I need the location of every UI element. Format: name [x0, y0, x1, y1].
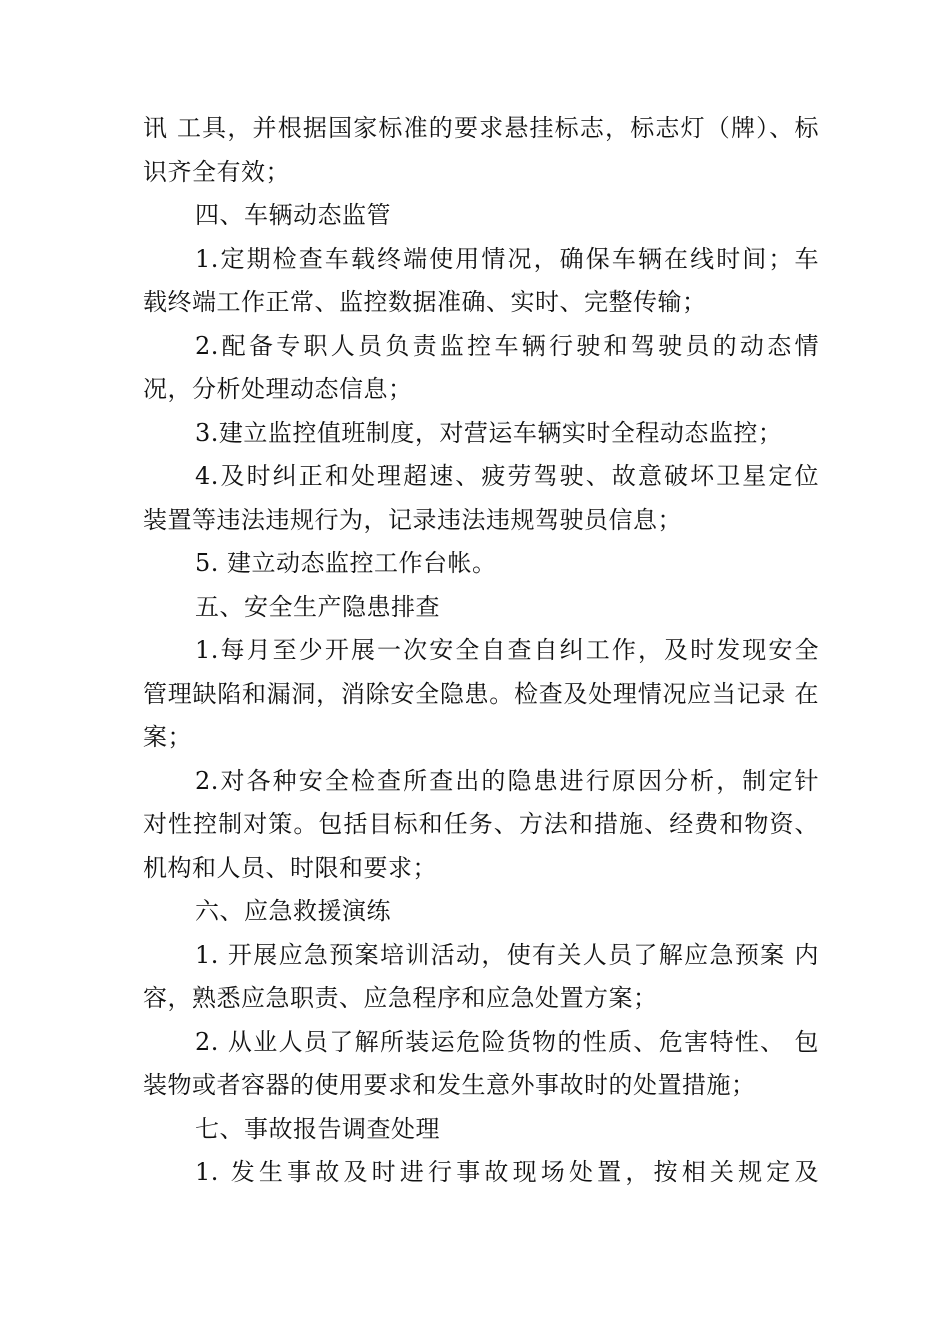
text-line: 3.建立监控值班制度，对营运车辆实时全程动态监控；: [195, 418, 783, 447]
text-line: 载终端工作正常、监控数据准确、实时、完整传输；: [143, 288, 707, 316]
text-line: 容，熟悉应急职责、应急程序和应急处置方案；: [143, 984, 658, 1012]
text-line: 装置等违法违规行为，记录违法违规驾驶员信息；: [143, 505, 682, 534]
text-line: 四、车辆动态监管: [195, 201, 391, 229]
text-line: 5. 建立动态监控工作台帐。: [195, 549, 497, 577]
text-line: 1.每月至少开展一次安全自查自纠工作，及时发现安全: [195, 636, 819, 664]
document-paragraphs: [143, 107, 819, 1195]
text-line: 识齐全有效；: [143, 157, 290, 186]
text-line: 2. 从业人员了解所装运危险货物的性质、危害特性、 包: [195, 1027, 819, 1056]
text-line: 1.定期检查车载终端使用情况，确保车辆在线时间；车: [195, 244, 819, 273]
text-line: 机构和人员、时限和要求；: [143, 853, 437, 882]
text-line: 况，分析处理动态信息；: [143, 375, 413, 403]
text-line: 案；: [143, 723, 192, 751]
text-line: 1. 开展应急预案培训活动，使有关人员了解应急预案 内: [195, 940, 819, 969]
text-line: 七、事故报告调查处理: [195, 1114, 440, 1143]
text-line: 讯 工具，并根据国家标准的要求悬挂标志，标志灯（牌）、标: [143, 114, 819, 142]
text-line: 对性控制对策。包括目标和任务、方法和措施、经费和物资、: [143, 810, 819, 838]
text-line: 装物或者容器的使用要求和发生意外事故时的处置措施；: [143, 1071, 756, 1099]
document-body: [143, 107, 819, 1195]
text-line: 六、应急救援演练: [195, 897, 391, 925]
text-line: 五、安全生产隐患排查: [195, 592, 440, 621]
text-line: 1. 发生事故及时进行事故现场处置，按相关规定及: [195, 1158, 819, 1186]
text-line: 2.对各种安全检查所查出的隐患进行原因分析，制定针: [195, 766, 819, 795]
text-line: 2.配备专职人员负责监控车辆行驶和驾驶员的动态情: [195, 331, 819, 360]
text-line: 4.及时纠正和处理超速、疲劳驾驶、故意破坏卫星定位: [195, 462, 819, 490]
text-line: 管理缺陷和漏洞，消除安全隐患。检查及处理情况应当记录 在: [143, 679, 819, 708]
